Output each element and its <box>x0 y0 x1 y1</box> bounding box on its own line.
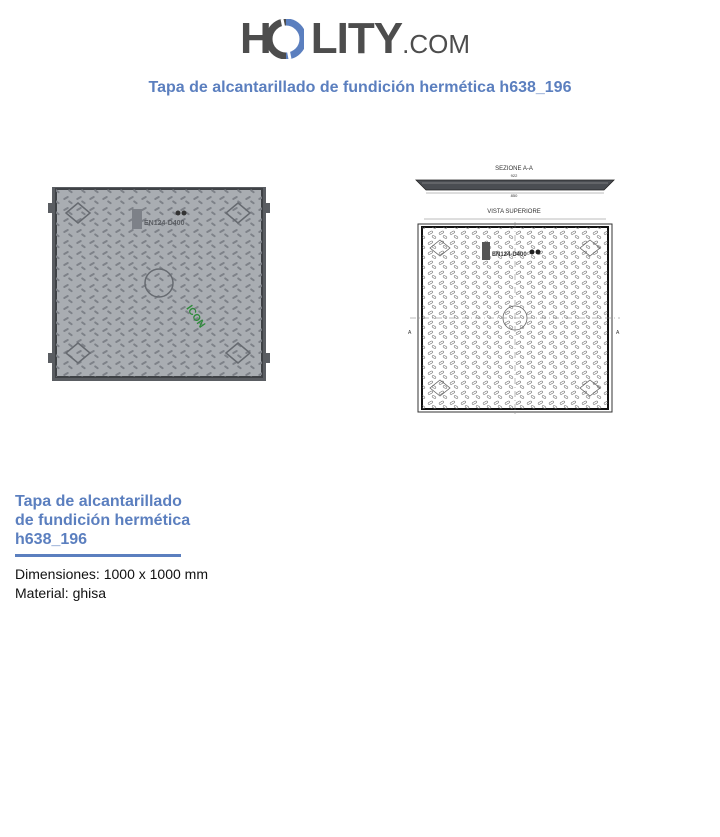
photo-icon-marking: ICON <box>183 303 207 331</box>
spec-material-value: ghisa <box>72 585 107 601</box>
product-title-line-1: Tapa de alcantarillado <box>15 493 182 510</box>
spec-material <box>15 584 208 603</box>
section-label: SEZIONE A-A <box>495 166 533 172</box>
section-marker-left: A <box>408 330 412 336</box>
product-title <box>15 492 215 549</box>
holity-logo[interactable] <box>240 14 480 64</box>
product-title-line-3: h638_196 <box>15 531 88 548</box>
svg-text:EN124-D400: EN124-D400 <box>492 252 527 258</box>
spec-dimensions-label: Dimensiones: <box>15 566 100 582</box>
top-view-label: VISTA SUPERIORE <box>487 209 541 215</box>
spec-dimensions <box>15 565 208 584</box>
logo-o-mark-icon <box>268 19 304 59</box>
section-marker-right: A <box>616 330 620 336</box>
title-underline <box>15 554 181 557</box>
dimension-top: 922 <box>510 173 518 178</box>
page-title: Tapa de alcantarillado de fundición hermética h638_196 <box>148 79 572 96</box>
technical-drawing <box>404 160 626 418</box>
spec-dimensions-value: 1000 x 1000 mm <box>103 566 209 582</box>
logo-letter-h: H <box>240 14 271 63</box>
logo-letters-lity: LITY <box>310 14 403 63</box>
manhole-cover-photo <box>48 183 270 385</box>
logo-suffix: .COM <box>402 29 470 59</box>
spec-material-label: Material: <box>15 585 69 601</box>
photo-brand-plate: EN124-D400 <box>144 220 185 227</box>
product-title-line-2: de fundición hermética <box>15 512 191 529</box>
dimension-bottom: 850 <box>510 193 518 198</box>
product-specs <box>15 565 208 603</box>
